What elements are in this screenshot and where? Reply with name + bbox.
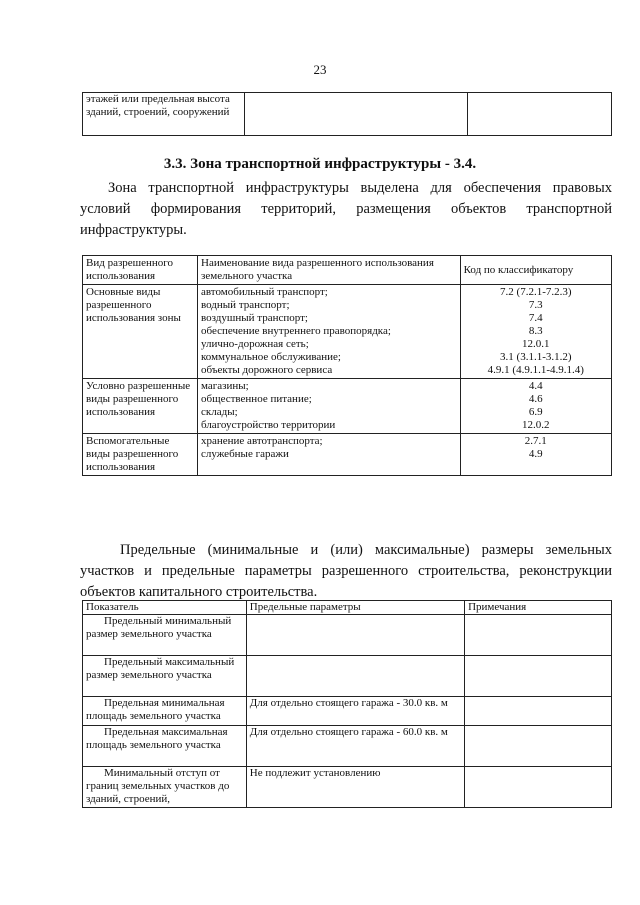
usage-names-cell [198, 379, 461, 434]
limits-intro: Предельные (минимальные и (или) максимальные) размеры земельных участков и предельные параметры разрешенного строительства, реконструкции объектов капитального строительства. [80, 542, 612, 600]
params-cell: Для отдельно стоящего гаража - 60.0 кв. м [246, 726, 464, 767]
usage-code: 4.9 [528, 448, 543, 460]
usage-name: магазины; [201, 380, 249, 392]
usage-code: 8.3 [528, 325, 543, 337]
table-row [83, 767, 612, 808]
continuation-params-cell [245, 93, 467, 136]
continuation-indicator-cell: этажей или предельная высота зданий, строений, сооружений [83, 93, 245, 136]
usage-code: 7.3 [528, 299, 543, 311]
usage-code: 4.6 [528, 393, 543, 405]
indicator-cell: Предельный максимальный размер земельного участка [83, 656, 247, 697]
header-usage-type: Вид разрешенного использования [83, 256, 198, 285]
page-number: 23 [313, 62, 327, 77]
notes-cell [465, 656, 612, 697]
zone-usage-table [82, 255, 612, 476]
table-row [83, 93, 612, 136]
table-row-auxiliary [83, 434, 612, 476]
notes-cell [465, 767, 612, 808]
table-row [83, 656, 612, 697]
notes-cell [465, 615, 612, 656]
params-cell [246, 615, 464, 656]
continuation-table [82, 92, 612, 136]
usage-names-cell [198, 285, 461, 379]
header-usage-name: Наименование вида разрешенного использования земельного участка [198, 256, 461, 285]
usage-name: хранение автотранспорта; [201, 435, 323, 447]
table-row [83, 615, 612, 656]
notes-cell [465, 726, 612, 767]
section-heading: 3.3. Зона транспортной инфраструктуры - 3.4. [163, 156, 477, 172]
indicator-cell: Предельная минимальная площадь земельного участка [83, 697, 247, 726]
usage-name: улично-дорожная сеть; [201, 338, 309, 350]
usage-name: автомобильный транспорт; [201, 286, 328, 298]
limits-table [82, 600, 612, 808]
table-row-main [83, 285, 612, 379]
usage-name: обеспечение внутреннего правопорядка; [201, 325, 391, 337]
table-row [83, 697, 612, 726]
header-params: Предельные параметры [246, 601, 464, 615]
usage-code: 3.1 (3.1.1-3.1.2) [500, 351, 572, 363]
usage-type-cell: Основные виды разрешенного использования зоны [83, 285, 198, 379]
usage-name: общественное питание; [201, 393, 312, 405]
usage-type-cell: Вспомогательные виды разрешенного использования [83, 434, 198, 476]
notes-cell [465, 697, 612, 726]
usage-type-cell: Условно разрешенные виды разрешенного использования [83, 379, 198, 434]
indicator-cell: Минимальный отступ от границ земельных участков до зданий, строений, [83, 767, 247, 808]
usage-name: объекты дорожного сервиса [201, 364, 333, 376]
table-header-row [83, 601, 612, 615]
usage-codes-cell [460, 285, 611, 379]
header-notes: Примечания [465, 601, 612, 615]
usage-code: 4.4 [528, 380, 543, 392]
usage-codes-cell [460, 379, 611, 434]
usage-names-cell [198, 434, 461, 476]
usage-name: служебные гаражи [201, 448, 289, 460]
usage-code: 7.4 [528, 312, 543, 324]
params-cell: Для отдельно стоящего гаража - 30.0 кв. м [246, 697, 464, 726]
usage-code: 6.9 [528, 406, 543, 418]
indicator-cell: Предельная максимальная площадь земельного участка [83, 726, 247, 767]
usage-name: склады; [201, 406, 238, 418]
usage-name: воздушный транспорт; [201, 312, 308, 324]
continuation-notes-cell [467, 93, 611, 136]
usage-name: коммунальное обслуживание; [201, 351, 341, 363]
table-row [83, 726, 612, 767]
usage-codes-cell [460, 434, 611, 476]
header-indicator: Показатель [83, 601, 247, 615]
usage-code: 2.7.1 [524, 435, 547, 447]
table-row-conditional [83, 379, 612, 434]
usage-code: 12.0.1 [522, 338, 550, 350]
section-intro: Зона транспортной инфраструктуры выделена для обеспечения правовых условий формирования территорий, размещения объектов транспортной инфраструктуры. [80, 180, 612, 238]
usage-name: благоустройство территории [201, 419, 336, 431]
usage-code: 4.9.1 (4.9.1.1-4.9.1.4) [487, 364, 584, 376]
usage-code: 7.2 (7.2.1-7.2.3) [500, 286, 572, 298]
table-header-row [83, 256, 612, 285]
header-classifier-code: Код по классификатору [460, 256, 611, 285]
usage-code: 12.0.2 [522, 419, 550, 431]
params-cell [246, 656, 464, 697]
usage-name: водный транспорт; [201, 299, 290, 311]
indicator-cell: Предельный минимальный размер земельного участка [83, 615, 247, 656]
params-cell: Не подлежит установлению [246, 767, 464, 808]
